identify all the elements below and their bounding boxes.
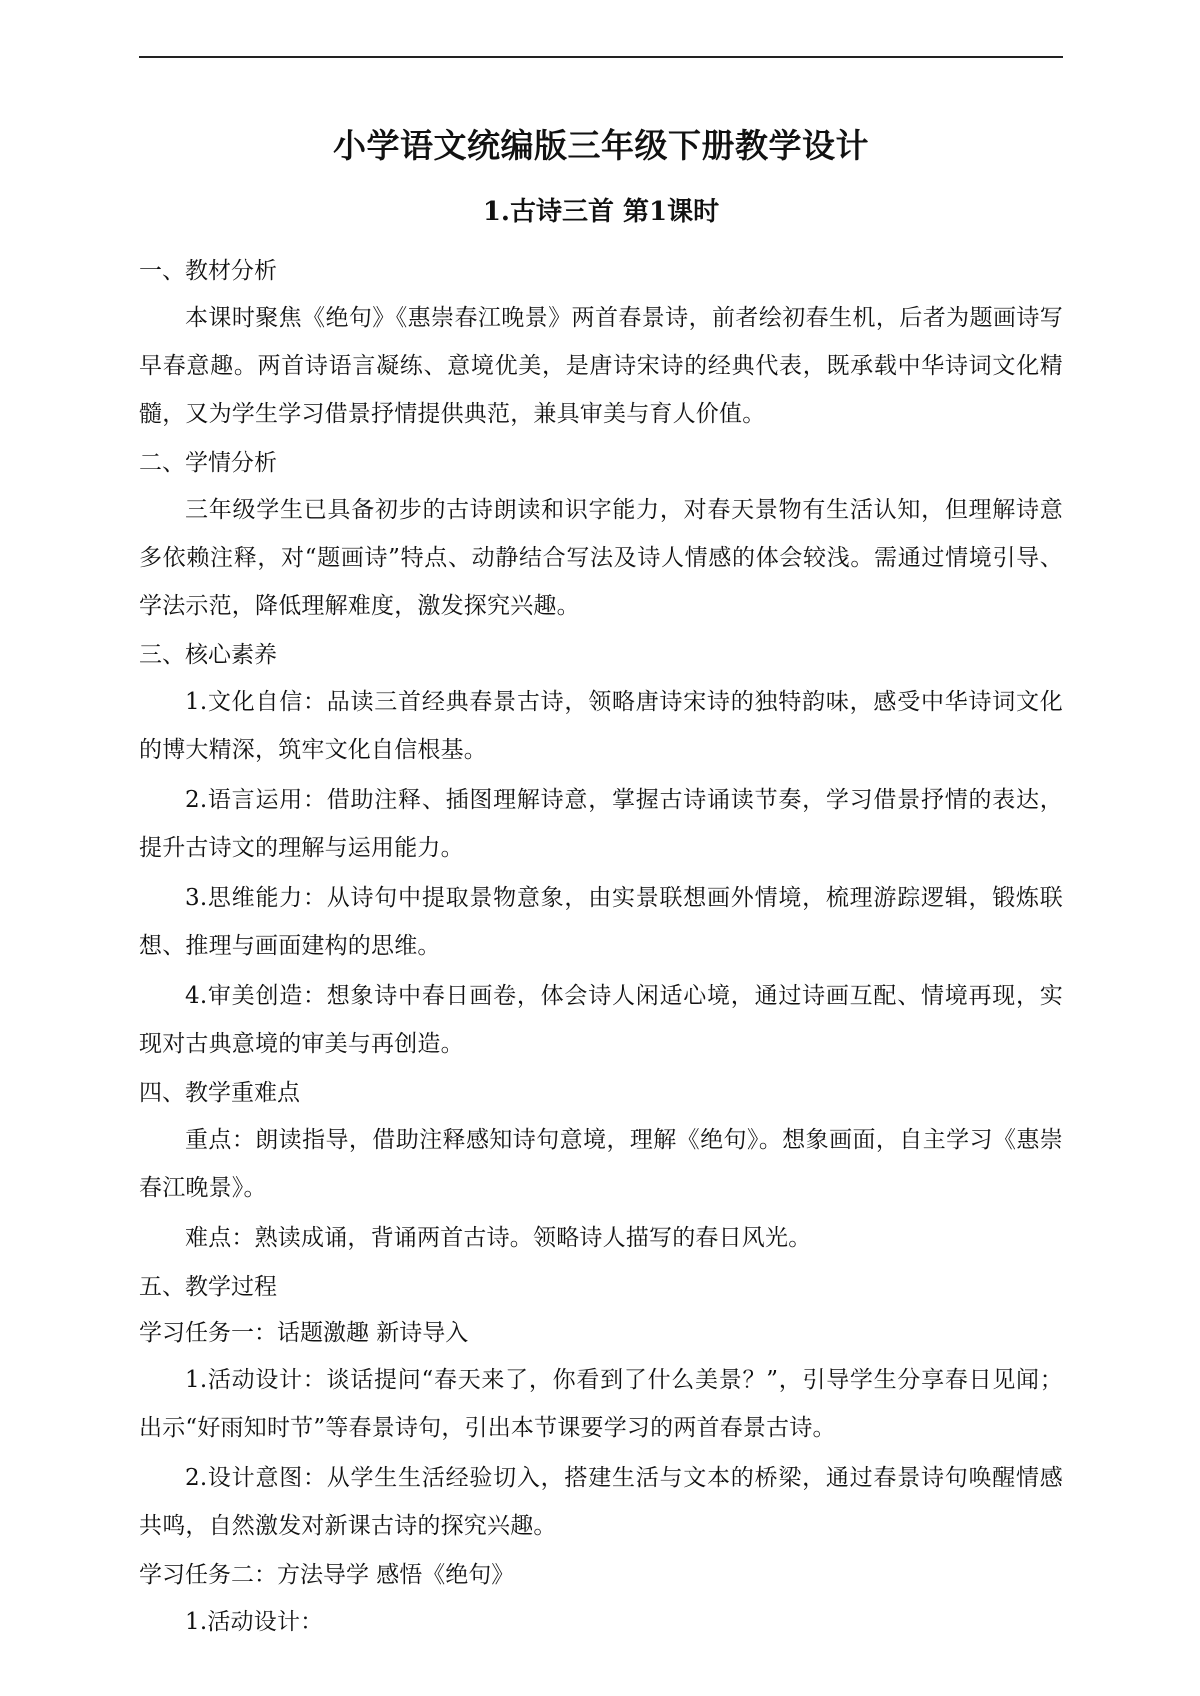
document-title: 小学语文统编版三年级下册教学设计	[333, 126, 869, 165]
section-heading-core-literacy: 三、核心素养	[139, 642, 277, 668]
section-heading-key-difficult-points: 四、教学重难点	[139, 1080, 300, 1106]
paragraph-task-one-intent: 2.设计意图：从学生生活经验切入，搭建生活与文本的桥梁，通过春景诗句唤醒情感共鸣，自然激发对新课古诗的探究兴趣。	[139, 1465, 1063, 1539]
section-heading-student-analysis: 二、学情分析	[139, 450, 277, 476]
section-heading-textbook-analysis: 一、教材分析	[139, 258, 277, 284]
paragraph-thinking-ability: 3.思维能力：从诗句中提取景物意象，由实景联想画外情境，梳理游踪逻辑，锻炼联想、推理与画面建构的思维。	[139, 885, 1063, 959]
header-rule	[139, 56, 1063, 58]
paragraph-task-one-activity: 1.活动设计：谈话提问“春天来了，你看到了什么美景？”，引导学生分享春日见闻；出示“好雨知时节”等春景诗句，引出本节课要学习的两首春景古诗。	[139, 1367, 1063, 1441]
paragraph-aesthetic-creation: 4.审美创造：想象诗中春日画卷，体会诗人闲适心境，通过诗画互配、情境再现，实现对古典意境的审美与再创造。	[139, 983, 1063, 1057]
paragraph-key-points: 重点：朗读指导，借助注释感知诗句意境，理解《绝句》。想象画面，自主学习《惠崇春江晚景》。	[139, 1127, 1063, 1201]
paragraph-difficult-points: 难点：熟读成诵，背诵两首古诗。领略诗人描写的春日风光。	[185, 1225, 812, 1251]
section-heading-teaching-process: 五、教学过程	[139, 1274, 277, 1300]
paragraph-language-use: 2.语言运用：借助注释、插图理解诗意，掌握古诗诵读节奏，学习借景抒情的表达，提升古诗文的理解与运用能力。	[139, 787, 1063, 861]
document-body	[139, 120, 1063, 1648]
paragraph-student-analysis: 三年级学生已具备初步的古诗朗读和识字能力，对春天景物有生活认知，但理解诗意多依赖注释，对“题画诗”特点、动静结合写法及诗人情感的体会较浅。需通过情境引导、学法示范，降低理解难度，激发探究兴趣。	[139, 497, 1063, 619]
paragraph-textbook-analysis: 本课时聚焦《绝句》《惠崇春江晚景》两首春景诗，前者绘初春生机，后者为题画诗写早春意趣。两首诗语言凝练、意境优美，是唐诗宋诗的经典代表，既承载中华诗词文化精髓，又为学生学习借景抒情提供典范，兼具审美与育人价值。	[139, 305, 1063, 427]
paragraph-task-two-activity: 1.活动设计：	[185, 1609, 324, 1635]
task-heading-two: 学习任务二：方法导学 感悟《绝句》	[139, 1562, 515, 1588]
lesson-subtitle: 1.古诗三首 第1课时	[482, 197, 720, 227]
task-heading-one: 学习任务一：话题激趣 新诗导入	[139, 1320, 469, 1346]
paragraph-cultural-confidence: 1.文化自信：品读三首经典春景古诗，领略唐诗宋诗的独特韵味，感受中华诗词文化的博大精深，筑牢文化自信根基。	[139, 689, 1063, 763]
